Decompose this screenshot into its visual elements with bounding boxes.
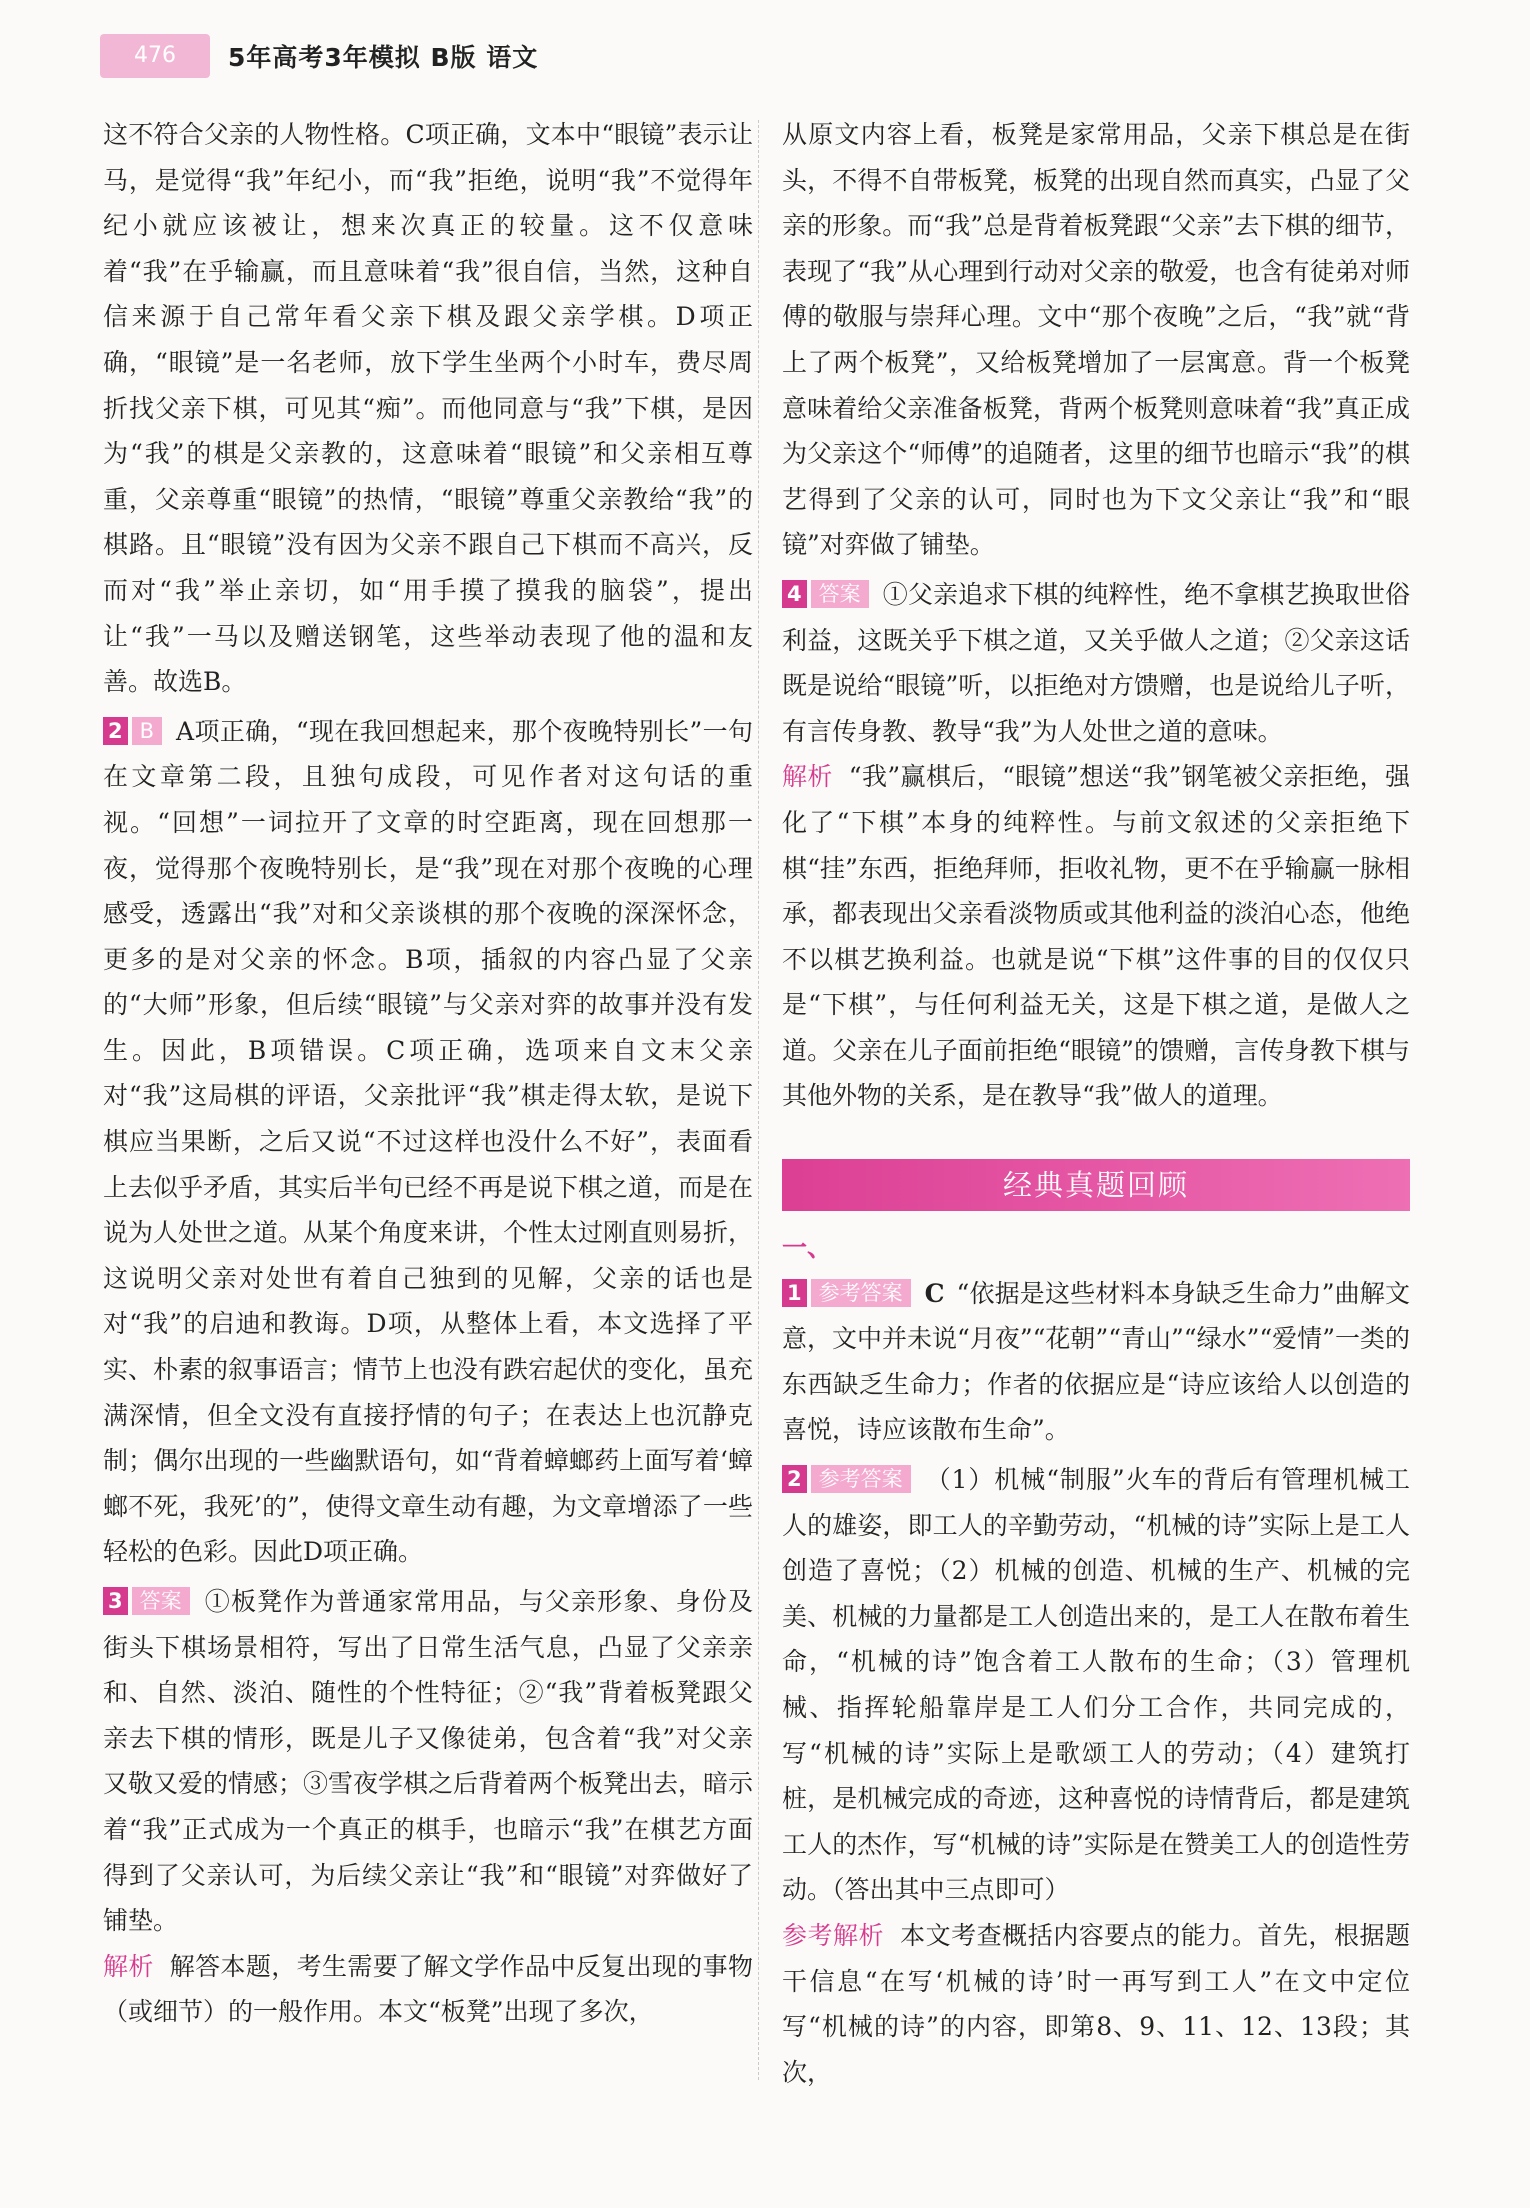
answer-q2-text: A项正确，“现在我回想起来，那个夜晚特别长”一句在文章第二段，且独句成段，可见作者对这句话的重视。“回想”一词拉开了文章的时空距离，现在回想那一夜，觉得那个夜晚特别长，是“我”现在对那个夜晚的心理感受，透露出“我”对和父亲谈棋的那个夜晚的深深怀念，更多的是对父亲的怀念。B项，插叙的内容凸显了父亲的“大师”形象，但后续“眼镜”与父亲对弈的故事并没有发生。因此，B项错误。C项正确，选项来自文末父亲对“我”这局棋的评语，父亲批评“我”棋走得太软，是说下棋应当果断，之后又说“不过这样也没什么不好”，表面看上去似乎矛盾，其实后半句已经不再是说下棋之道，而是在说为人处世之道。从某个角度来讲，个性太过刚直则易折，这说明父亲对处世有着自己独到的见解，父亲的话也是对“我”的启迪和教诲。D项，从整体上看，本文选择了平实、朴素的叙事语言；情节上也没有跌宕起伏的变化，虽充满深情，但全文没有直接抒情的句子；在表达上也沉静克制；偶尔出现的一些幽默语句，如“背着蟑螂药上面写着‘蟑螂不死，我死’的”，使得文章生动有趣，为文章增添了一些轻松的色彩。因此D项正确。 [103,716,754,1567]
answer-label-badge: 答案 [132,1587,190,1615]
right-column [782,112,1410,2095]
answer-letter: C [924,1278,945,1308]
answer-q4-text: ①父亲追求下棋的纯粹性，绝不拿棋艺换取世俗利益，这既关乎下棋之道，又关乎做人之道；②父亲这话既是说给“眼镜”听，以拒绝对方馈赠，也是说给儿子听，有言传身教、教导“我”为人处世之道的意味。 [782,579,1410,746]
reference-analysis-2 [782,1913,1410,2095]
analysis-q4-text: “我”赢棋后，“眼镜”想送“我”钢笔被父亲拒绝，强化了“下棋”本身的纯粹性。与前文叙述的父亲拒绝下棋“挂”东西，拒绝拜师，拒收礼物，更不在乎输赢一脉相承，都表现出父亲看淡物质或其他利益的淡泊心态，他绝不以棋艺换利益。也就是说“下棋”这件事的目的仅仅只是“下棋”，与任何利益无关，这是下棋之道，是做人之道。父亲在儿子面前拒绝“眼镜”的馈赠，言传身教下棋与其他外物的关系，是在教导“我”做人的道理。 [782,762,1410,1111]
reference-analysis-label: 参考解析 [782,1920,885,1950]
book-title: 5年高考3年模拟 B版 语文 [228,43,539,72]
answer-q3 [103,1579,753,1944]
analysis-label: 解析 [103,1951,154,1981]
reference-answer-2 [782,1457,1410,1913]
question-number-badge: 3 [103,1587,128,1615]
paragraph-q3-continuation: 从原文内容上看，板凳是家常用品，父亲下棋总是在街头，不得不自带板凳，板凳的出现自然而真实，凸显了父亲的形象。而“我”总是背着板凳跟“父亲”去下棋的细节，表现了“我”从心理到行动对父亲的敬爱，也含有徒弟对师傅的敬服与崇拜心理。文中“那个夜晚”之后，“我”就“背上了两个板凳”，又给板凳增加了一层寓意。背一个板凳意味着给父亲准备板凳，背两个板凳则意味着“我”真正成为父亲这个“师傅”的追随者，这里的细节也暗示“我”的棋艺得到了父亲的认可，同时也为下文父亲让“我”和“眼镜”对弈做了铺垫。 [782,120,1410,560]
analysis-label: 解析 [782,762,833,792]
reference-answer-2-text: （1）机械“制服”火车的背后有管理机械工人的雄姿，即工人的辛勤劳动，“机械的诗”实际上是工人创造了喜悦；（2）机械的创造、机械的生产、机械的完美、机械的力量都是工人创造出来的，是工人在散布着生命，“机械的诗”饱含着工人散布的生命；（3）管理机械、指挥轮船靠岸是工人们分工合作，共同完成的，写“机械的诗”实际上是歌颂工人的劳动；（4）建筑打桩，是机械完成的奇迹，这种喜悦的诗情背后，都是建筑工人的杰作，写“机械的诗”实际是在赞美工人的创造性劳动。（答出其中三点即可） [782,1465,1410,1905]
page-number: 476 [100,34,210,78]
section-number: 一、 [782,1233,833,1263]
reference-answer-1 [782,1271,1410,1453]
reference-answer-1-text: “依据是这些材料本身缺乏生命力”曲解文意，文中并未说“月夜”“花朝”“青山”“绿水”“爱情”一类的东西缺乏生命力；作者的依据应是“诗应该给人以创造的喜悦，诗应该散布生命”。 [782,1278,1410,1445]
analysis-q3 [103,1944,753,2035]
reference-answer-label: 参考答案 [811,1279,911,1307]
answer-q3-text: ①板凳作为普通家常用品，与父亲形象、身份及街头下棋场景相符，写出了日常生活气息，凸显了父亲亲和、自然、淡泊、随性的个性特征；②“我”背着板凳跟父亲去下棋的情形，既是儿子又像徒弟，包含着“我”对父亲又敬又爱的情感；③雪夜学棋之后背着两个板凳出去，暗示着“我”正式成为一个真正的棋手，也暗示“我”在棋艺方面得到了父亲认可，为后续父亲让“我”和“眼镜”对弈做好了铺垫。 [103,1587,754,1936]
reference-analysis-2-text: 本文考查概括内容要点的能力。首先，根据题干信息“在写‘机械的诗’时一再写到工人”在文中定位写“机械的诗”的内容，即第8、9、11、12、13段；其次， [782,1920,1410,2087]
section-heading [782,1225,1410,1271]
answer-q2 [103,709,753,1575]
answer-letter-badge: B [132,717,162,745]
answer-q4 [782,572,1410,754]
question-number-badge: 4 [782,580,807,608]
page-header [0,28,1530,88]
question-number-badge: 1 [782,1279,807,1307]
answer-label-badge: 答案 [811,580,869,608]
analysis-q4 [782,754,1410,1119]
section-banner: 经典真题回顾 [782,1159,1410,1211]
analysis-q3-text: 解答本题，考生需要了解文学作品中反复出现的事物（或细节）的一般作用。本文“板凳”出现了多次， [103,1951,753,2027]
reference-answer-label: 参考答案 [811,1465,911,1493]
question-number-badge: 2 [103,717,128,745]
question-number-badge: 2 [782,1465,807,1493]
column-divider [758,120,759,2080]
paragraph-q1-continuation: 这不符合父亲的人物性格。C项正确，文本中“眼镜”表示让马，是觉得“我”年纪小，而“我”拒绝，说明“我”不觉得年纪小就应该被让，想来次真正的较量。这不仅意味着“我”在乎输赢，而且意味着“我”很自信，当然，这种自信来源于自己常年看父亲下棋及跟父亲学棋。D项正确，“眼镜”是一名老师，放下学生坐两个小时车，费尽周折找父亲下棋，可见其“痴”。而他同意与“我”下棋，是因为“我”的棋是父亲教的，这意味着“眼镜”和父亲相互尊重，父亲尊重“眼镜”的热情，“眼镜”尊重父亲教给“我”的棋路。且“眼镜”没有因为父亲不跟自己下棋而不高兴，反而对“我”举止亲切，如“用手摸了摸我的脑袋”，提出让“我”一马以及赠送钢笔，这些举动表现了他的温和友善。故选B。 [103,120,753,697]
left-column [103,112,753,2035]
